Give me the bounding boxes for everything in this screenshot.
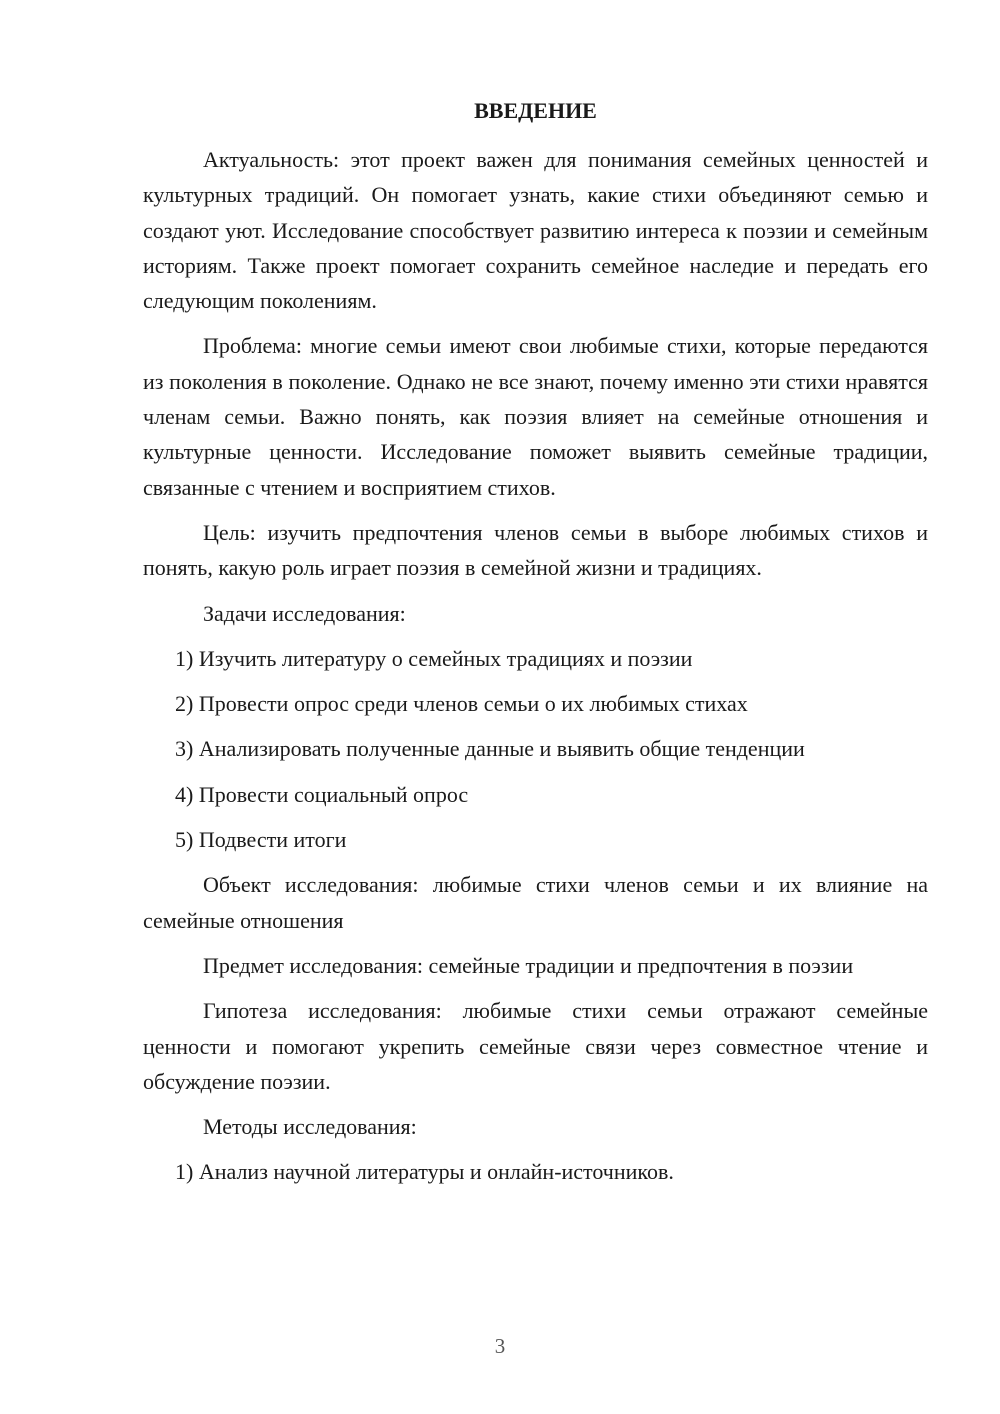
goal-paragraph: Цель: изучить предпочтения членов семьи в выборе любимых стихов и понять, какую роль играет поэзия в семейной жизни и традициях. [143, 519, 928, 581]
document-page [143, 96, 928, 1200]
list-item: 5) Подвести итоги [175, 827, 347, 853]
hypothesis-paragraph: Гипотеза исследования: любимые стихи семьи отражают семейные ценности и помогают укрепить семейные связи через совместное чтение и обсуждение поэзии. [143, 998, 928, 1094]
methods-heading: Методы исследования: [203, 1114, 417, 1140]
list-item: 3) Анализировать полученные данные и выявить общие тенденции [175, 736, 805, 762]
subject-paragraph: Предмет исследования: семейные традиции и предпочтения в поэзии [203, 952, 854, 978]
list-item: 1) Анализ научной литературы и онлайн-источников. [175, 1159, 674, 1185]
methods-list [143, 1154, 928, 1189]
list-item: 2) Провести опрос среди членов семьи о их любимых стихах [175, 691, 748, 717]
tasks-heading: Задачи исследования: [203, 600, 406, 626]
section-title: ВВЕДЕНИЕ [474, 98, 597, 123]
object-paragraph: Объект исследования: любимые стихи членов семьи и их влияние на семейные отношения [143, 872, 928, 933]
tasks-list [143, 641, 928, 857]
relevance-paragraph: Актуальность: этот проект важен для понимания семейных ценностей и культурных традиций. Он помогает узнать, какие стихи объединяют семью и создают уют. Исследование способствует развитию интереса к поэзии и семейным историям. Также проект помогает сохранить семейное наследие и передать его следующим поколениям. [143, 147, 928, 314]
list-item: 1) Изучить литературу о семейных традициях и поэзии [175, 645, 693, 671]
list-item: 4) Провести социальный опрос [175, 781, 469, 807]
problem-paragraph: Проблема: многие семьи имеют свои любимые стихи, которые передаются из поколения в поколение. Однако не все знают, почему именно эти стихи нравятся членам семьи. Важно понять, как поэзия влияет на семейные отношения и культурные ценности. Исследование поможет выявить семейные традиции, связанные с чтением и восприятием стихов. [143, 333, 928, 500]
page-number: 3 [494, 1334, 506, 1358]
